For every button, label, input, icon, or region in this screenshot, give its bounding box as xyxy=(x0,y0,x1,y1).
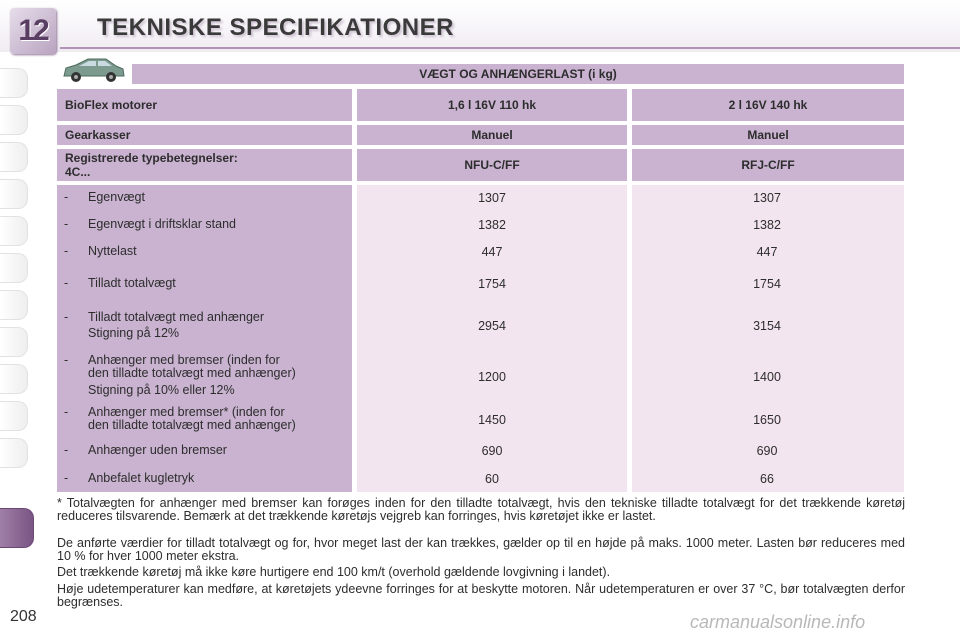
footnote-asterisk: * Totalvægten for anhænger med bremser kan forøges inden for den tilladte totalvægt, hvis den tekniske tilladte totalvægt for det trækkende køretøj reduceres tilsvarende. Bemærk at det trækkende køretøjs vejgreb kan forringes, hvis køretøjet ikke er lastet. xyxy=(57,496,905,523)
chapter-tab-8[interactable] xyxy=(0,327,28,357)
table-title: VÆGT OG ANHÆNGERLAST (i kg) xyxy=(132,64,904,84)
row-value-2: 1307 xyxy=(753,191,781,205)
row-value-2: 447 xyxy=(756,245,778,259)
row-dash: - xyxy=(64,244,69,258)
row-value-1: 1307 xyxy=(478,191,506,205)
header-engine-label: BioFlex motorer xyxy=(57,89,352,121)
row-dash: - xyxy=(64,353,69,367)
note-altitude: De anførte værdier for tilladt totalvægt og for, hvor meget last der kan trækkes, gælder op til en højde på maks. 1000 meter. Lasten bør reduceres med 10 % for hver 1000 meter ekstra. xyxy=(57,536,905,563)
header-type-1: NFU-C/FF xyxy=(357,149,627,181)
row-value-2: 1650 xyxy=(753,413,781,427)
row-label: Anhænger uden bremser xyxy=(88,443,227,457)
row-value-1: 1200 xyxy=(478,370,506,384)
row-label: Egenvægt i driftsklar stand xyxy=(88,217,236,231)
row-value-2: 1400 xyxy=(753,370,781,384)
header-divider xyxy=(60,47,960,49)
row-value-2: 1382 xyxy=(753,218,781,232)
row-dash: - xyxy=(64,405,69,419)
row-sublabel: Stigning på 12% xyxy=(88,326,180,340)
chapter-number: 12 xyxy=(18,14,48,47)
header-engine-1: 1,6 l 16V 110 hk xyxy=(357,89,627,121)
chapter-tab-4[interactable] xyxy=(0,179,28,209)
row-value-2: 690 xyxy=(756,444,778,458)
row-value-1: 1754 xyxy=(478,277,506,291)
chapter-tab-3[interactable] xyxy=(0,142,28,172)
car-side-icon xyxy=(60,56,126,84)
chapter-badge xyxy=(10,8,56,54)
header-gearbox-1: Manuel xyxy=(357,125,627,145)
row-dash: - xyxy=(64,276,69,290)
row-value-1: 1450 xyxy=(478,413,506,427)
row-sublabel-2: Stigning på 10% eller 12% xyxy=(88,383,235,397)
chapter-tab-9[interactable] xyxy=(0,364,28,394)
chapter-tab-11[interactable] xyxy=(0,438,28,468)
row-sublabel: den tilladte totalvægt med anhænger) xyxy=(88,366,296,380)
row-value-2: 1754 xyxy=(753,277,781,291)
chapter-tab-strip xyxy=(0,68,30,568)
row-label: Anhænger med bremser (inden for xyxy=(88,353,280,367)
row-label: Tilladt totalvægt xyxy=(88,276,176,290)
row-sublabel: den tilladte totalvægt med anhænger) xyxy=(88,418,296,432)
row-value-2: 3154 xyxy=(753,319,781,333)
row-label: Anbefalet kugletryk xyxy=(88,471,195,485)
header-gearbox-label: Gearkasser xyxy=(57,125,352,145)
chapter-tab-1[interactable] xyxy=(0,68,28,98)
row-dash: - xyxy=(64,471,69,485)
page-title: TEKNISKE SPECIFIKATIONER xyxy=(97,14,454,41)
row-value-1: 1382 xyxy=(478,218,506,232)
note-temperature: Høje udetemperaturer kan medføre, at køretøjets ydeevne forringes for at beskytte motoren. Når udetemperaturen er over 37 °C, bør totalvægten derfor begrænses. xyxy=(57,582,905,609)
row-dash: - xyxy=(64,310,69,324)
header-type-2: RFJ-C/FF xyxy=(632,149,904,181)
row-label: Anhænger med bremser* (inden for xyxy=(88,405,285,419)
note-speed: Det trækkende køretøj må ikke køre hurtigere end 100 km/t (overhold gældende lovgivning i landet). xyxy=(57,565,611,579)
row-value-1: 447 xyxy=(481,245,503,259)
row-value-2: 66 xyxy=(760,472,774,486)
chapter-tab-12-active[interactable] xyxy=(0,508,34,548)
chapter-tab-7[interactable] xyxy=(0,290,28,320)
row-label: Egenvægt xyxy=(88,190,145,204)
row-value-1: 2954 xyxy=(478,319,506,333)
row-value-1: 60 xyxy=(485,472,499,486)
row-dash: - xyxy=(64,217,69,231)
row-dash: - xyxy=(64,443,69,457)
chapter-tab-10[interactable] xyxy=(0,401,28,431)
chapter-tab-5[interactable] xyxy=(0,216,28,246)
chapter-tab-6[interactable] xyxy=(0,253,28,283)
row-dash: - xyxy=(64,190,69,204)
chapter-tab-2[interactable] xyxy=(0,105,28,135)
row-label: Tilladt totalvægt med anhænger xyxy=(88,310,265,324)
page-number: 208 xyxy=(10,608,37,625)
header-engine-2: 2 l 16V 140 hk xyxy=(632,89,904,121)
watermark-text: carmanualsonline.info xyxy=(690,612,866,632)
header-gearbox-2: Manuel xyxy=(632,125,904,145)
row-label: Nyttelast xyxy=(88,244,137,258)
row-value-1: 690 xyxy=(481,444,503,458)
header-type-label: Registrerede typebetegnelser: 4C... xyxy=(57,149,352,181)
